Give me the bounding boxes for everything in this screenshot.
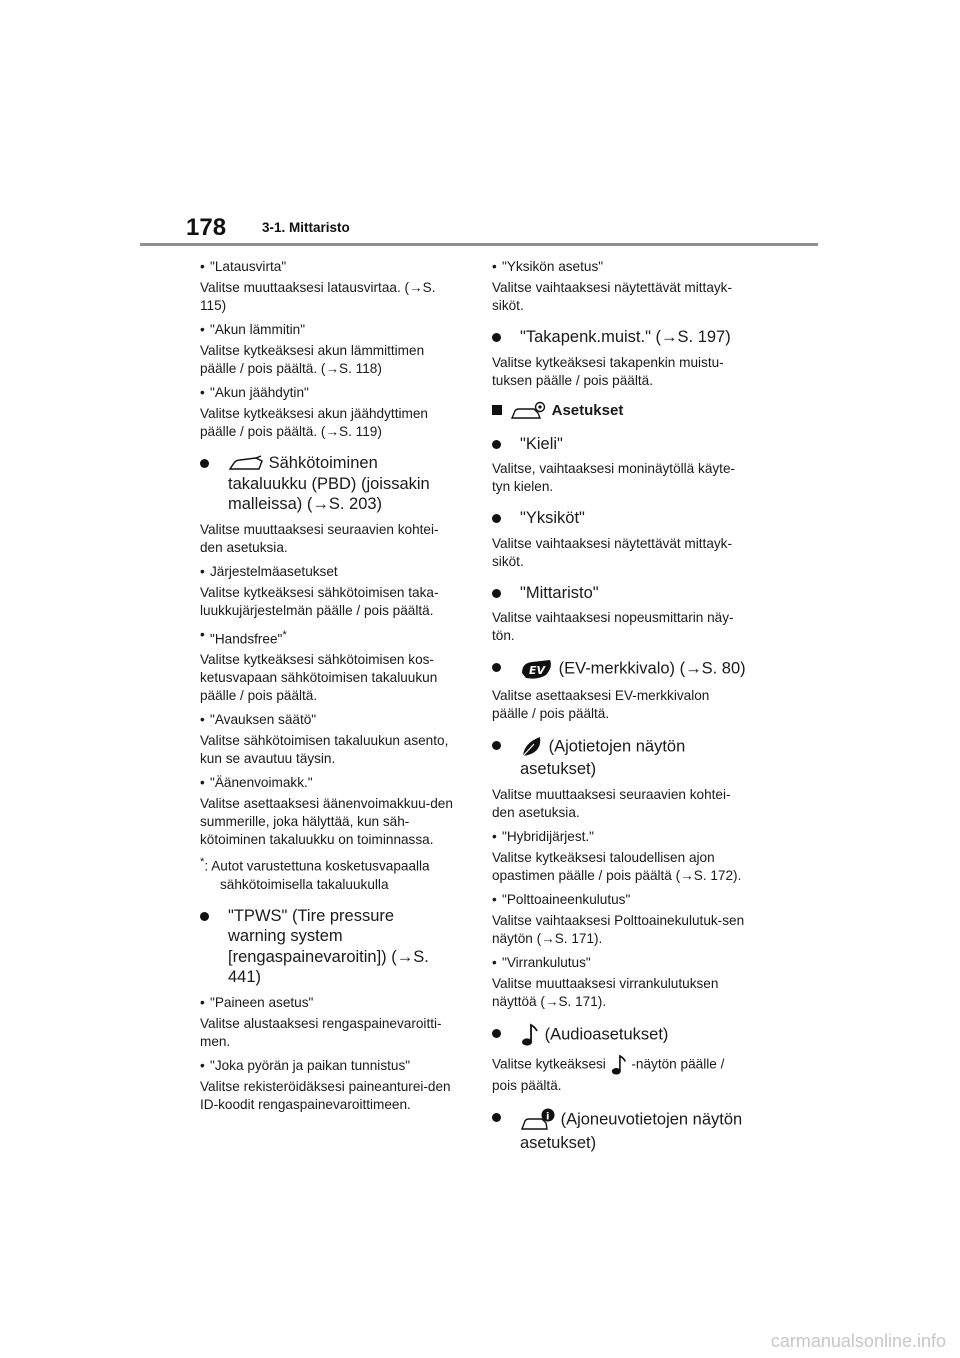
heading-pbd bbox=[200, 453, 456, 515]
desc-ev: Valitse asettaaksesi EV-merkkivalon päälle / pois päältä. bbox=[492, 688, 710, 721]
car-gear-icon bbox=[510, 400, 548, 422]
desc-akun-jaahdytin: Valitse kytkeäksesi akun jäähdyttimen päälle / pois päältä. (→S. 119) bbox=[200, 406, 428, 439]
heading-audio-text: (Audioasetukset) bbox=[544, 1024, 669, 1043]
bullet-dot bbox=[492, 1029, 501, 1038]
heading-mittaristo bbox=[492, 583, 748, 604]
heading-tpws bbox=[200, 906, 456, 988]
desc-avauksen: Valitse sähkötoimisen takaluukun asento, kun se avautuu täysin. bbox=[200, 733, 449, 767]
heading-audio bbox=[492, 1023, 748, 1047]
bullet-dot bbox=[492, 514, 501, 523]
desc-audio-pre: Valitse kytkeäksesi bbox=[492, 1056, 606, 1072]
desc-audio-post: -näytön päälle / pois päältä. bbox=[492, 1056, 725, 1093]
desc-hybridi: Valitse kytkeäksesi taloudellisen ajon opastimen päälle / pois päältä (→S. 172). bbox=[492, 849, 742, 883]
desc-polttoaine: Valitse vaihtaaksesi Polttoainekulutuk-sen näytön (→S. 171). bbox=[492, 912, 745, 946]
desc-aanen: Valitse asettaaksesi äänenvoimakkuu-den summerille, joka hälyttää, kun säh-kötoiminen takaluukku on toiminnassa. bbox=[200, 796, 453, 848]
sub-item-aanen: • "Äänenvoimakk." bbox=[200, 774, 456, 792]
desc-takapenk: Valitse kytkeäksesi takapenkin muistu-tuksen päälle / pois päältä. bbox=[492, 354, 724, 388]
footnote-text: : Autot varustettuna kosketusvapaalla sähkötoimisella takaluukulla bbox=[204, 858, 430, 892]
heading-ev-text: (EV-merkkivalo) (→S. 80) bbox=[558, 659, 746, 678]
watermark: carmanualsonline.info bbox=[770, 1331, 946, 1351]
sub-item-yksikon: • "Yksikön asetus" bbox=[492, 258, 748, 276]
car-info-icon bbox=[520, 1107, 556, 1133]
desc-pbd: Valitse muuttaaksesi seuraavien kohtei-den asetuksia. bbox=[200, 521, 439, 555]
heading-yksikot-text: "Yksiköt" bbox=[520, 509, 585, 527]
heading-kieli bbox=[492, 434, 748, 455]
sub-item-akun-jaahdytin: • "Akun jäähdytin" bbox=[200, 384, 456, 402]
heading-mittaristo-text: "Mittaristo" bbox=[520, 583, 599, 602]
bullet-dot bbox=[492, 741, 501, 750]
music-note-icon bbox=[610, 1053, 628, 1077]
sub-item-paineen: • "Paineen asetus" bbox=[200, 994, 456, 1012]
handsfree-label: "Handsfree" bbox=[210, 631, 283, 647]
heading-yksikot bbox=[492, 508, 748, 529]
heading-kieli-text: "Kieli" bbox=[520, 434, 563, 453]
right-column bbox=[492, 258, 748, 1153]
sub-item-avauksen: • "Avauksen säätö" bbox=[200, 711, 456, 729]
desc-virranku: Valitse muuttaaksesi virrankulutuksen näyttöä (→S. 171). bbox=[492, 975, 719, 1009]
desc-paineen: Valitse alustaaksesi rengaspainevaroitti-men. bbox=[200, 1015, 442, 1049]
heading-pbd-text: Sähkötoiminen takaluukku (PBD) (joissakin malleissa) (→S. 203) bbox=[228, 454, 430, 513]
footnote-mark: * bbox=[200, 856, 205, 869]
svg-text:EV: EV bbox=[529, 664, 546, 677]
heading-ajo-text: (Ajotietojen näytön asetukset) bbox=[520, 737, 686, 778]
heading-asetukset-text: Asetukset bbox=[551, 401, 624, 419]
sub-item-jarjestelma: • Järjestelmäasetukset bbox=[200, 563, 456, 581]
left-column bbox=[200, 258, 456, 1114]
ev-indicator-icon bbox=[520, 657, 554, 681]
leaf-icon bbox=[520, 735, 544, 759]
header-rule bbox=[140, 243, 818, 246]
desc-jarjestelma: Valitse kytkeäksesi sähkötoimisen taka-luukkujärjestelmän päälle / pois päältä. bbox=[200, 584, 439, 618]
sub-item-joka: • "Joka pyörän ja paikan tunnistus" bbox=[200, 1057, 456, 1075]
bullet-dot bbox=[492, 333, 501, 342]
heading-takapenk-text: "Takapenk.muist." (→S. 197) bbox=[520, 328, 731, 346]
desc-mittaristo: Valitse vaihtaaksesi nopeusmittarin näy-tön. bbox=[492, 610, 734, 643]
desc-joka: Valitse rekisteröidäksesi paineanturei-den ID-koodit rengaspainevaroittimeen. bbox=[200, 1078, 451, 1112]
sub-item-handsfree bbox=[200, 626, 456, 649]
bullet-square bbox=[492, 405, 502, 415]
section-title: 3-1. Mittaristo bbox=[262, 220, 350, 235]
bullet-dot bbox=[492, 663, 501, 672]
desc-yksikot: Valitse vaihtaaksesi näytettävät mittayk-siköt. bbox=[492, 535, 733, 569]
bullet-dot bbox=[492, 1113, 501, 1122]
heading-takapenk bbox=[492, 327, 748, 348]
bullet-dot bbox=[492, 589, 501, 598]
desc-handsfree: Valitse kytkeäksesi sähkötoimisen kos-ketusvapaan sähkötoimisen takaluukun päälle / pois päältä. bbox=[200, 652, 438, 704]
heading-ev bbox=[492, 657, 748, 681]
desc-kieli: Valitse, vaihtaaksesi moninäytöllä käyte-tyn kielen. bbox=[492, 461, 736, 494]
desc-latausvirta: Valitse muuttaaksesi latausvirtaa. (→S. 115) bbox=[200, 280, 436, 313]
sub-item-polttoaine: • "Polttoaineenkulutus" bbox=[492, 891, 748, 909]
svg-text:i: i bbox=[546, 1111, 550, 1122]
heading-ajoneuvo-text: (Ajoneuvotietojen näytön asetukset) bbox=[520, 1109, 743, 1152]
bullet-dot bbox=[492, 440, 501, 449]
bullet-dot bbox=[200, 912, 209, 921]
page-number: 178 bbox=[186, 214, 227, 241]
desc-ajo: Valitse muuttaaksesi seuraavien kohtei-den asetuksia. bbox=[492, 786, 731, 820]
music-note-icon bbox=[520, 1023, 540, 1047]
heading-tpws-text: "TPWS" (Tire pressure warning system [rengaspainevaroitin]) (→S. 441) bbox=[228, 906, 429, 987]
sub-item-akun-lammitin: • "Akun lämmitin" bbox=[200, 321, 456, 339]
sub-item-hybridi: • "Hybridijärjest." bbox=[492, 828, 748, 846]
sub-item-latausvirta: • "Latausvirta" bbox=[200, 258, 456, 276]
sub-item-virranku: • "Virrankulutus" bbox=[492, 954, 748, 972]
footnote bbox=[200, 853, 456, 894]
desc-akun-lammitin: Valitse kytkeäksesi akun lämmittimen päälle / pois päältä. (→S. 118) bbox=[200, 343, 425, 376]
heading-ajo bbox=[492, 735, 748, 780]
desc-audio bbox=[492, 1053, 748, 1095]
heading-asetukset bbox=[492, 400, 748, 422]
bullet-dot bbox=[200, 459, 209, 468]
tailgate-car-icon bbox=[228, 455, 264, 473]
heading-ajoneuvo bbox=[492, 1107, 748, 1154]
desc-yksikon: Valitse vaihtaaksesi näytettävät mittayk-siköt. bbox=[492, 280, 733, 313]
handsfree-mark: * bbox=[282, 628, 287, 641]
